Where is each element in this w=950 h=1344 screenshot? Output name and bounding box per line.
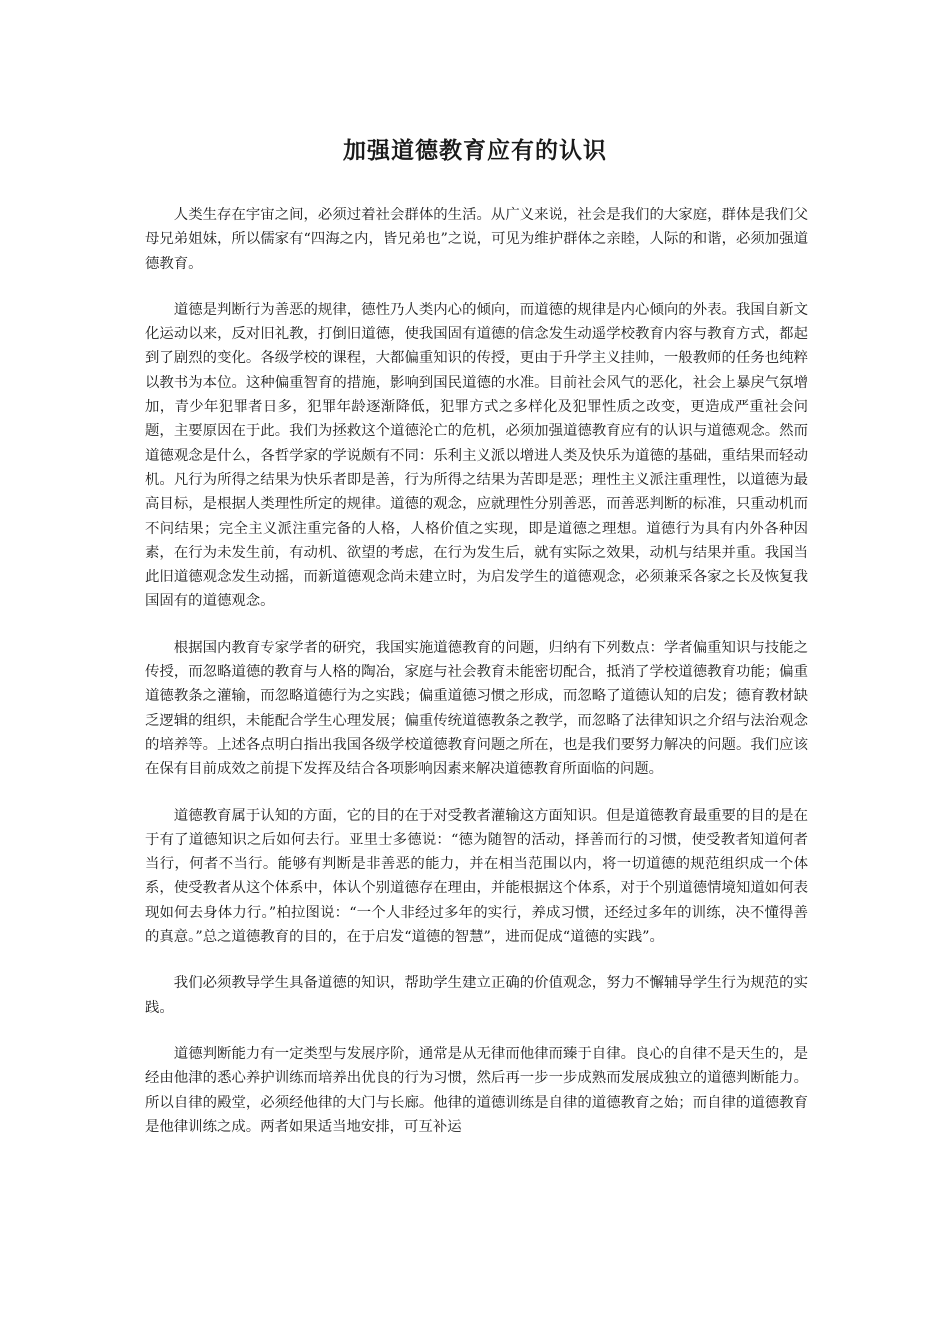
document-title: 加强道德教育应有的认识 bbox=[343, 137, 607, 164]
paragraph-4: 道德教育属于认知的方面，它的目的在于对受教者灌输这方面知识。但是道德教育最重要的目的是在于有了道德知识之后如何去行。亚里士多德说：“德为随智的活动，择善而行的习惯，使受教者知道何者当行，何者不当行。能够有判断是非善恶的能力，并在相当范围以内，将一切道德的规范组织成一个体系，使受教者从这个体系中，体认个别道德存在理由，并能根据这个体系，对于个别道德情境知道如何表现如何去身体力行。”柏拉图说：“一个人非经过多年的实行，养成习惯，还经过多年的训练，决不懂得善的真意。”总之道德教育的目的，在于启发“道德的智慧”，进而促成“道德的实践”。 bbox=[145, 807, 808, 946]
paragraph-6: 道德判断能力有一定类型与发展序阶，通常是从无律而他律而臻于自律。良心的自律不是天生的，是经由他津的悉心养护训练而培养出优良的行为习惯，然后再一步一步成熟而发展成独立的道德判断能力。所以自律的殿堂，必须经他律的大门与长廊。他律的道德训练是自律的道德教育之始；而自律的道德教育是他律训练之成。两者如果适当地安排，可互补运 bbox=[145, 1045, 808, 1135]
paragraph-2: 道德是判断行为善恶的规律，德性乃人类内心的倾向，而道德的规律是内心倾向的外表。我国自新文化运动以来，反对旧礼教，打倒旧道德，使我国固有道德的信念发生动遥学校教育内容与教育方式，都起到了剧烈的变化。各级学校的课程，大都偏重知识的传授，更由于升学主义挂帅，一般教师的任务也纯粹以教书为本位。这种偏重智育的措施，影响到国民道德的水准。目前社会风气的恶化，社会上暴戾气氛增加，青少年犯罪者日多，犯罪年龄逐渐降低，犯罪方式之多样化及犯罪性质之改变，更造成严重社会问题，主要原因在于此。我们为拯救这个道德沦亡的危机，必须加强道德教育应有的认识与道德观念。然而道德观念是什么，各哲学家的学说颇有不同：乐利主义派以增进人类及快乐为道德的基础，重结果而轻动机。凡行为所得之结果为快乐者即是善，行为所得之结果为苦即是恶；理性主义派注重理性，以道德为最高目标，是根据人类理性所定的规律。道德的观念，应就理性分别善恶，而善恶判断的标准，只重动机而不问结果；完全主义派注重完备的人格，人格价值之实现，即是道德之理想。道德行为具有内外各种因素，在行为未发生前，有动机、欲望的考虑，在行为发生后，就有实际之效果，动机与结果并重。我国当此旧道德观念发生动摇，而新道德观念尚未建立时，为启发学生的道德观念，必须兼采各家之长及恢复我国固有的道德观念。 bbox=[145, 301, 808, 610]
paragraph-5: 我们必须教导学生具备道德的知识，帮助学生建立正确的价值观念，努力不懈辅导学生行为规范的实践。 bbox=[145, 975, 808, 1016]
paragraph-3: 根据国内教育专家学者的研究，我国实施道德教育的问题，归纳有下列数点：学者偏重知识与技能之传授，而忽略道德的教育与人格的陶冶，家庭与社会教育未能密切配合，抵消了学校道德教育功能；偏重道德教条之灌输，而忽略道德行为之实践；偏重道德习惯之形成，而忽略了道德认知的启发；德育教材缺乏逻辑的组织，未能配合学生心理发展；偏重传统道德教条之教学，而忽略了法律知识之介绍与法治观念的培养等。上述各点明白指出我国各级学校道德教育问题之所在，也是我们要努力解决的问题。我们应该在保有目前成效之前提下发挥及结合各项影响因素来解决道德教育所面临的问题。 bbox=[145, 639, 808, 778]
document-body bbox=[145, 203, 808, 1161]
paragraph-1: 人类生存在宇宙之间，必须过着社会群体的生活。从广义来说，社会是我们的大家庭，群体是我们父母兄弟姐妹，所以儒家有“四海之内，皆兄弟也”之说，可见为维护群体之亲睦，人际的和谐，必须加强道德教育。 bbox=[145, 207, 808, 272]
